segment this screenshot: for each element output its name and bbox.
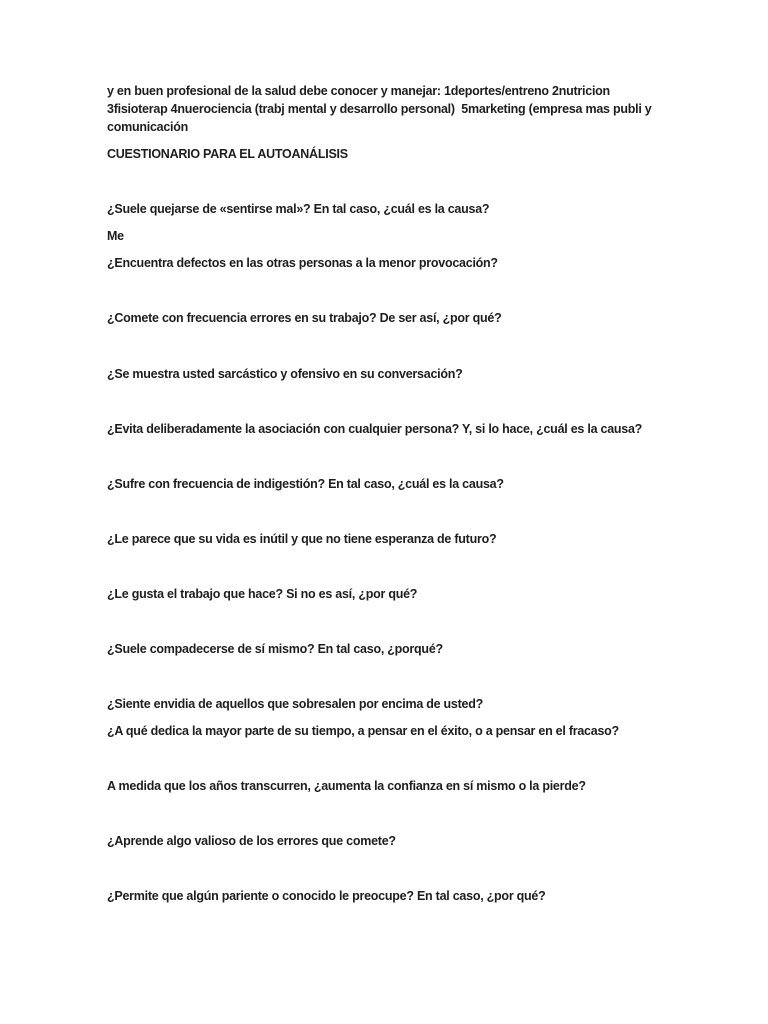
question-line: ¿Se muestra usted sarcástico y ofensivo en su conversación? (107, 367, 463, 381)
question-line: ¿Le gusta el trabajo que hace? Si no es así, ¿por qué? (107, 587, 418, 601)
question-line: ¿Aprende algo valioso de los errores que comete? (107, 834, 396, 848)
intro-paragraph: y en buen profesional de la salud debe conocer y manejar: 1deportes/entreno 2nutricion 3fisioterap 4nuerociencia (trabj mental y desarrollo personal) 5marketing (empresa mas publi y comunicación (107, 84, 655, 134)
question-line: ¿A qué dedica la mayor parte de su tiempo, a pensar en el éxito, o a pensar en el fracaso? (107, 724, 619, 738)
answer-line-me: Me (107, 229, 124, 243)
question-line: ¿Encuentra defectos en las otras personas a la menor provocación? (107, 256, 498, 270)
section-title: CUESTIONARIO PARA EL AUTOANÁLISIS (107, 147, 348, 161)
question-line: ¿Suele quejarse de «sentirse mal»? En tal caso, ¿cuál es la causa? (107, 202, 490, 216)
question-line: ¿Comete con frecuencia errores en su trabajo? De ser así, ¿por qué? (107, 311, 502, 325)
question-line: ¿Permite que algún pariente o conocido le preocupe? En tal caso, ¿por qué? (107, 889, 546, 903)
question-line: ¿Le parece que su vida es inútil y que no tiene esperanza de futuro? (107, 532, 497, 546)
question-line: ¿Evita deliberadamente la asociación con cualquier persona? Y, si lo hace, ¿cuál es la causa? (107, 422, 643, 436)
question-line: ¿Suele compadecerse de sí mismo? En tal caso, ¿porqué? (107, 642, 443, 656)
question-line: ¿Sufre con frecuencia de indigestión? En tal caso, ¿cuál es la causa? (107, 477, 504, 491)
question-line: A medida que los años transcurren, ¿aumenta la confianza en sí mismo o la pierde? (107, 779, 586, 793)
question-line: ¿Siente envidia de aquellos que sobresalen por encima de usted? (107, 697, 484, 711)
